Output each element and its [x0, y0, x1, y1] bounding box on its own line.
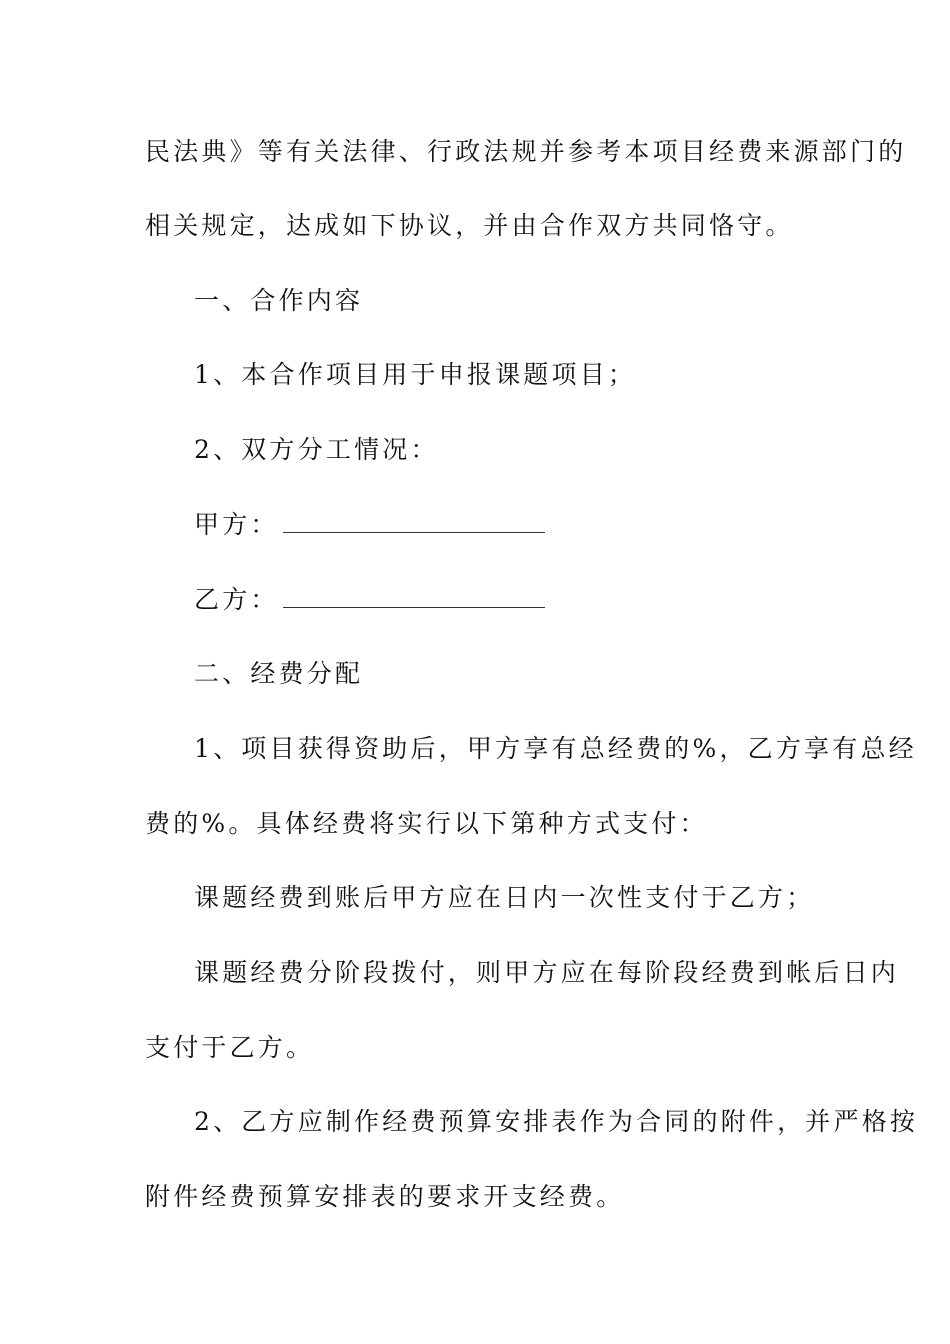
- party-a-blank-line: [283, 512, 545, 533]
- paragraph-line: 2、乙方应制作经费预算安排表作为合同的附件，并严格按: [194, 1107, 919, 1136]
- party-a-label: 甲方：: [194, 510, 279, 539]
- paragraph-line: 相关规定，达成如下协议，并由合作双方共同恪守。: [145, 211, 794, 240]
- paragraph-line: 附件经费预算安排表的要求开支经费。: [145, 1182, 625, 1211]
- paragraph-line: 课题经费到账后甲方应在日内一次性支付于乙方；: [194, 883, 815, 912]
- paragraph-line: 费的%。具体经费将实行以下第种方式支付：: [145, 809, 708, 838]
- paragraph-line: 支付于乙方。: [145, 1033, 315, 1062]
- party-b-blank-line: [283, 587, 545, 608]
- section-heading-funding: 二、经费分配: [194, 659, 364, 688]
- party-a-row: [194, 507, 545, 543]
- paragraph-line: 2、双方分工情况：: [194, 435, 439, 464]
- paragraph-line: 民法典》等有关法律、行政法规并参考本项目经费来源部门的: [145, 137, 907, 166]
- paragraph-line: 课题经费分阶段拨付，则甲方应在每阶段经费到帐后日内: [194, 958, 900, 987]
- paragraph-line: 1、项目获得资助后，甲方享有总经费的%，乙方享有总经: [194, 734, 917, 763]
- section-heading-cooperation: 一、合作内容: [194, 286, 364, 315]
- party-b-label: 乙方：: [194, 585, 279, 614]
- party-b-row: [194, 582, 545, 618]
- paragraph-line: 1、本合作项目用于申报课题项目；: [194, 360, 637, 389]
